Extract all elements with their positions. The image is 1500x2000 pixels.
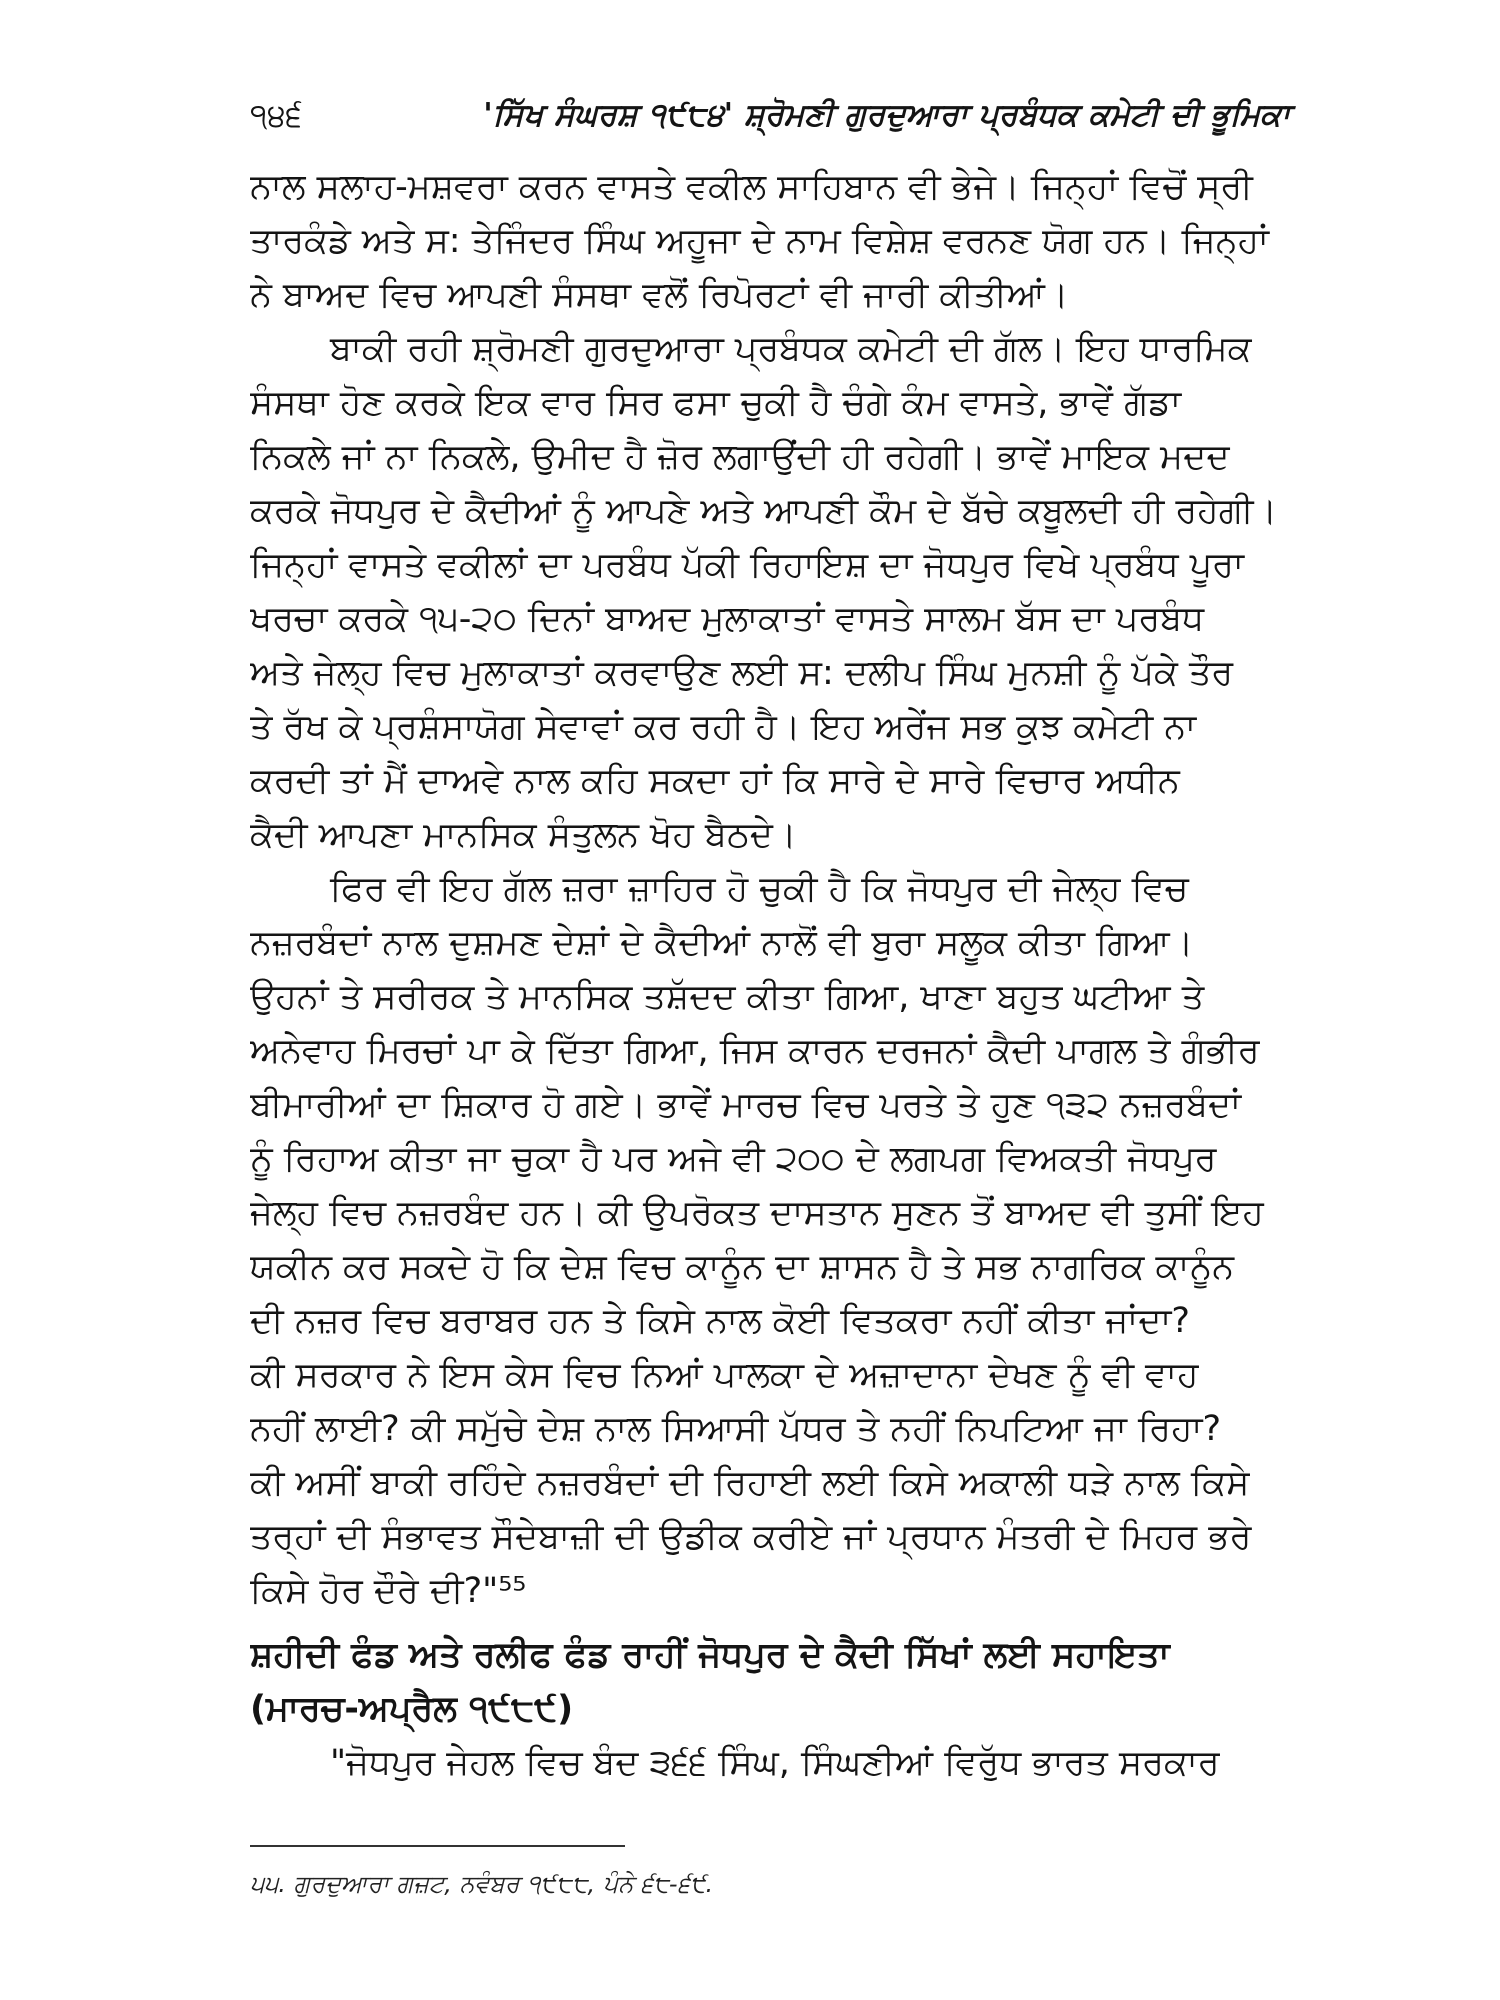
text-line: ਤਾਰਕੰਡੇ ਅਤੇ ਸ: ਤੇਜਿੰਦਰ ਸਿੰਘ ਅਹੂਜਾ ਦੇ ਨਾਮ ਵਿਸ਼ੇਸ਼ ਵਰਨਣ ਯੋਗ ਹਨ। ਜਿਨ੍ਹਾਂ [250,221,1269,261]
text-line: ਬਾਕੀ ਰਹੀ ਸ਼੍ਰੋਮਣੀ ਗੁਰਦੁਆਰਾ ਪ੍ਰਬੰਧਕ ਕਮੇਟੀ ਦੀ ਗੱਲ। ਇਹ ਧਾਰਮਿਕ [330,329,1252,369]
text-line: ਕਿਸੇ ਹੋਰ ਦੌਰੇ ਦੀ?"⁵⁵ [250,1571,527,1611]
page-number: ੧੪੬ [250,96,303,134]
text-line: ਬੀਮਾਰੀਆਂ ਦਾ ਸ਼ਿਕਾਰ ਹੋ ਗਏ। ਭਾਵੇਂ ਮਾਰਚ ਵਿਚ ਪਰਤੇ ਤੇ ਹੁਣ ੧੩੨ ਨਜ਼ਰਬੰਦਾਂ [250,1085,1242,1125]
text-line: ਕਰਕੇ ਜੋਧਪੁਰ ਦੇ ਕੈਦੀਆਂ ਨੂੰ ਆਪਣੇ ਅਤੇ ਆਪਣੀ ਕੌਮ ਦੇ ਬੱਚੇ ਕਬੂਲਦੀ ਹੀ ਰਹੇਗੀ। [250,491,1278,531]
text-line: ਤਰ੍ਹਾਂ ਦੀ ਸੰਭਾਵਤ ਸੌਦੇਬਾਜ਼ੀ ਦੀ ਉਡੀਕ ਕਰੀਏ ਜਾਂ ਪ੍ਰਧਾਨ ਮੰਤਰੀ ਦੇ ਮਿਹਰ ਭਰੇ [250,1517,1252,1557]
text-line: ਨਹੀਂ ਲਾਈ? ਕੀ ਸਮੁੱਚੇ ਦੇਸ਼ ਨਾਲ ਸਿਆਸੀ ਪੱਧਰ ਤੇ ਨਹੀਂ ਨਿਪਟਿਆ ਜਾ ਰਿਹਾ? [250,1409,1222,1449]
text-line: ਕੀ ਅਸੀਂ ਬਾਕੀ ਰਹਿੰਦੇ ਨਜ਼ਰਬੰਦਾਂ ਦੀ ਰਿਹਾਈ ਲਈ ਕਿਸੇ ਅਕਾਲੀ ਧੜੇ ਨਾਲ ਕਿਸੇ [250,1463,1250,1503]
paragraph-1 [250,160,1290,322]
footnote: ੫੫. ਗੁਰਦੁਆਰਾ ਗਜ਼ਟ, ਨਵੰਬਰ ੧੯੮੮, ਪੰਨੇ ੬੮-੬੯. [250,1870,714,1898]
paragraph-3 [250,862,1290,1618]
text-line: ਖਰਚਾ ਕਰਕੇ ੧੫-੨੦ ਦਿਨਾਂ ਬਾਅਦ ਮੁਲਾਕਾਤਾਂ ਵਾਸਤੇ ਸਾਲਮ ਬੱਸ ਦਾ ਪਰਬੰਧ [250,599,1205,639]
text-line: ਜੇਲ੍ਹ ਵਿਚ ਨਜ਼ਰਬੰਦ ਹਨ। ਕੀ ਉਪਰੋਕਤ ਦਾਸਤਾਨ ਸੁਣਨ ਤੋਂ ਬਾਅਦ ਵੀ ਤੁਸੀਂ ਇਹ [250,1193,1264,1233]
text-line: ਯਕੀਨ ਕਰ ਸਕਦੇ ਹੋ ਕਿ ਦੇਸ਼ ਵਿਚ ਕਾਨੂੰਨ ਦਾ ਸ਼ਾਸਨ ਹੈ ਤੇ ਸਭ ਨਾਗਰਿਕ ਕਾਨੂੰਨ [250,1247,1234,1287]
page-header [250,95,1290,135]
text-line: ਕਰਦੀ ਤਾਂ ਮੈਂ ਦਾਅਵੇ ਨਾਲ ਕਹਿ ਸਕਦਾ ਹਾਂ ਕਿ ਸਾਰੇ ਦੇ ਸਾਰੇ ਵਿਚਾਰ ਅਧੀਨ [250,761,1180,801]
text-line: ਨੇ ਬਾਅਦ ਵਿਚ ਆਪਣੀ ਸੰਸਥਾ ਵਲੋਂ ਰਿਪੋਰਟਾਂ ਵੀ ਜਾਰੀ ਕੀਤੀਆਂ। [250,275,1069,315]
text-line: ਜਿਨ੍ਹਾਂ ਵਾਸਤੇ ਵਕੀਲਾਂ ਦਾ ਪਰਬੰਧ ਪੱਕੀ ਰਿਹਾਇਸ਼ ਦਾ ਜੋਧਪੁਰ ਵਿਖੇ ਪ੍ਰਬੰਧ ਪੂਰਾ [250,545,1244,585]
text-line: ਤੇ ਰੱਖ ਕੇ ਪ੍ਰਸ਼ੰਸਾਯੋਗ ਸੇਵਾਵਾਂ ਕਰ ਰਹੀ ਹੈ। ਇਹ ਅਰੇਂਜ ਸਭ ਕੁਝ ਕਮੇਟੀ ਨਾ [250,707,1197,747]
text-line: ਸੰਸਥਾ ਹੋਣ ਕਰਕੇ ਇਕ ਵਾਰ ਸਿਰ ਫਸਾ ਚੁਕੀ ਹੈ ਚੰਗੇ ਕੰਮ ਵਾਸਤੇ, ਭਾਵੇਂ ਗੱਡਾ [250,383,1182,423]
text-line: "ਜੋਧਪੁਰ ਜੇਹਲ ਵਿਚ ਬੰਦ ੩੬੬ ਸਿੰਘ, ਸਿੰਘਣੀਆਂ ਵਿਰੁੱਧ ਭਾਰਤ ਸਰਕਾਰ [330,1743,1220,1783]
body-text [250,160,1290,1790]
text-line: ਕੀ ਸਰਕਾਰ ਨੇ ਇਸ ਕੇਸ ਵਿਚ ਨਿਆਂ ਪਾਲਕਾ ਦੇ ਅਜ਼ਾਦਾਨਾ ਦੇਖਣ ਨੂੰ ਵੀ ਵਾਹ [250,1355,1199,1395]
text-line: ਨਿਕਲੇ ਜਾਂ ਨਾ ਨਿਕਲੇ, ਉਮੀਦ ਹੈ ਜ਼ੋਰ ਲਗਾਉਂਦੀ ਹੀ ਰਹੇਗੀ। ਭਾਵੇਂ ਮਾਇਕ ਮਦਦ [250,437,1230,477]
paragraph-2 [250,322,1290,862]
text-line: ਉਹਨਾਂ ਤੇ ਸਰੀਰਕ ਤੇ ਮਾਨਸਿਕ ਤਸ਼ੱਦਦ ਕੀਤਾ ਗਿਆ, ਖਾਣਾ ਬਹੁਤ ਘਟੀਆ ਤੇ [250,977,1205,1017]
text-line: ਨਾਲ ਸਲਾਹ-ਮਸ਼ਵਰਾ ਕਰਨ ਵਾਸਤੇ ਵਕੀਲ ਸਾਹਿਬਾਨ ਵੀ ਭੇਜੇ। ਜਿਨ੍ਹਾਂ ਵਿਚੋਂ ਸ੍ਰੀ [250,167,1253,207]
text-line: ਦੀ ਨਜ਼ਰ ਵਿਚ ਬਰਾਬਰ ਹਨ ਤੇ ਕਿਸੇ ਨਾਲ ਕੋਈ ਵਿਤਕਰਾ ਨਹੀਂ ਕੀਤਾ ਜਾਂਦਾ? [250,1301,1190,1341]
paragraph-4 [250,1736,1290,1790]
text-line: ਨਜ਼ਰਬੰਦਾਂ ਨਾਲ ਦੁਸ਼ਮਣ ਦੇਸ਼ਾਂ ਦੇ ਕੈਦੀਆਂ ਨਾਲੋਂ ਵੀ ਬੁਰਾ ਸਲੂਕ ਕੀਤਾ ਗਿਆ। [250,923,1194,963]
text-line: ਨੂੰ ਰਿਹਾਅ ਕੀਤਾ ਜਾ ਚੁਕਾ ਹੈ ਪਰ ਅਜੇ ਵੀ ੨੦੦ ਦੇ ਲਗਪਗ ਵਿਅਕਤੀ ਜੋਧਪੁਰ [250,1139,1217,1179]
running-title: 'ਸਿੱਖ ਸੰਘਰਸ਼ ੧੯੮੪' ਸ਼੍ਰੋਮਣੀ ਗੁਰਦੁਆਰਾ ਪ੍ਰਬੰਧਕ ਕਮੇਟੀ ਦੀ ਭੂਮਿਕਾ [483,97,1290,133]
text-line: ਕੈਦੀ ਆਪਣਾ ਮਾਨਸਿਕ ਸੰਤੁਲਨ ਖੋਹ ਬੈਠਦੇ। [250,815,797,855]
text-line: ਅਨੇਵਾਹ ਮਿਰਚਾਂ ਪਾ ਕੇ ਦਿੱਤਾ ਗਿਆ, ਜਿਸ ਕਾਰਨ ਦਰਜਨਾਂ ਕੈਦੀ ਪਾਗਲ ਤੇ ਗੰਭੀਰ [250,1031,1260,1071]
section-heading-date: (ਮਾਰਚ-ਅਪ੍ਰੈਲ ੧੯੮੯) [250,1689,574,1729]
footnote-divider [250,1845,625,1847]
text-line: ਫਿਰ ਵੀ ਇਹ ਗੱਲ ਜ਼ਰਾ ਜ਼ਾਹਿਰ ਹੋ ਚੁਕੀ ਹੈ ਕਿ ਜੋਧਪੁਰ ਦੀ ਜੇਲ੍ਹ ਵਿਚ [330,869,1189,909]
section-heading-line: ਸ਼ਹੀਦੀ ਫੰਡ ਅਤੇ ਰਲੀਫ ਫੰਡ ਰਾਹੀਂ ਜੋਧਪੁਰ ਦੇ ਕੈਦੀ ਸਿੱਖਾਂ ਲਈ ਸਹਾਇਤਾ [250,1635,1170,1675]
section-heading [250,1628,1290,1736]
text-line: ਅਤੇ ਜੇਲ੍ਹ ਵਿਚ ਮੁਲਾਕਾਤਾਂ ਕਰਵਾਉਣ ਲਈ ਸ: ਦਲੀਪ ਸਿੰਘ ਮੁਨਸ਼ੀ ਨੂੰ ਪੱਕੇ ਤੌਰ [250,653,1234,693]
